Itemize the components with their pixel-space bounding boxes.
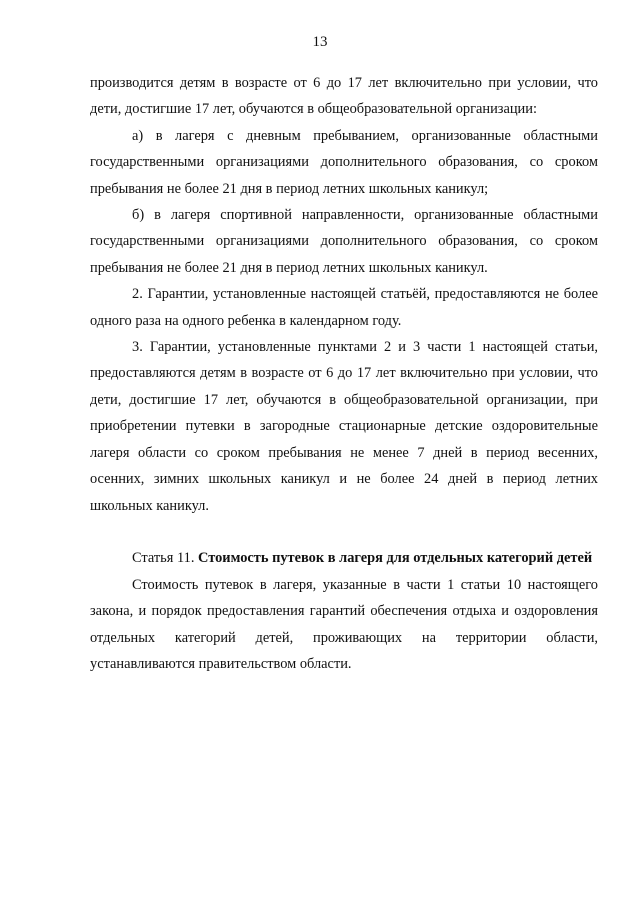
paragraph-point-2: 2. Гарантии, установленные настоящей статьёй, предоставляются не более одного раза на одного ребенка в календарном году. (90, 286, 598, 329)
page-number: 13 (312, 34, 328, 50)
paragraph-continuation: производится детям в возрасте от 6 до 17 лет включительно при условии, что дети, достигшие 17 лет, обучаются в общеобразовательной организации: (90, 75, 598, 118)
article-label: Статья 11. (132, 550, 195, 567)
document-body (90, 70, 598, 677)
article-heading (90, 545, 598, 571)
paragraph-point-3: 3. Гарантии, установленные пунктами 2 и 3 части 1 настоящей статьи, предоставляются детям в возрасте от 6 до 17 лет включительно при условии, что дети, достигшие 17 лет, обучаются в общеобразовательной организации, при приобретении путевки в загородные стационарные детские оздоровительные лагеря области со сроком пребывания не менее 7 дней в период весенних, осенних, зимних школьных каникул и не более 24 дней в период летних школьных каникул. (90, 339, 598, 514)
list-item-b: б) в лагеря спортивной направленности, организованные областными государственными организациями дополнительного образования, со сроком пребывания не более 21 дня в период летних школьных каникул. (90, 207, 598, 276)
list-item-a: а) в лагеря с дневным пребыванием, организованные областными государственными организациями дополнительного образования, со сроком пребывания не более 21 дня в период летних школьных каникул; (90, 127, 598, 197)
article-title: Стоимость путевок в лагеря для отдельных категорий детей (198, 550, 593, 567)
article-body: Стоимость путевок в лагеря, указанные в части 1 статьи 10 настоящего закона, и порядок предоставления гарантий обеспечения отдыха и оздоровления отдельных категорий детей, проживающих на территории области, устанавливаются правительством области. (90, 576, 598, 672)
